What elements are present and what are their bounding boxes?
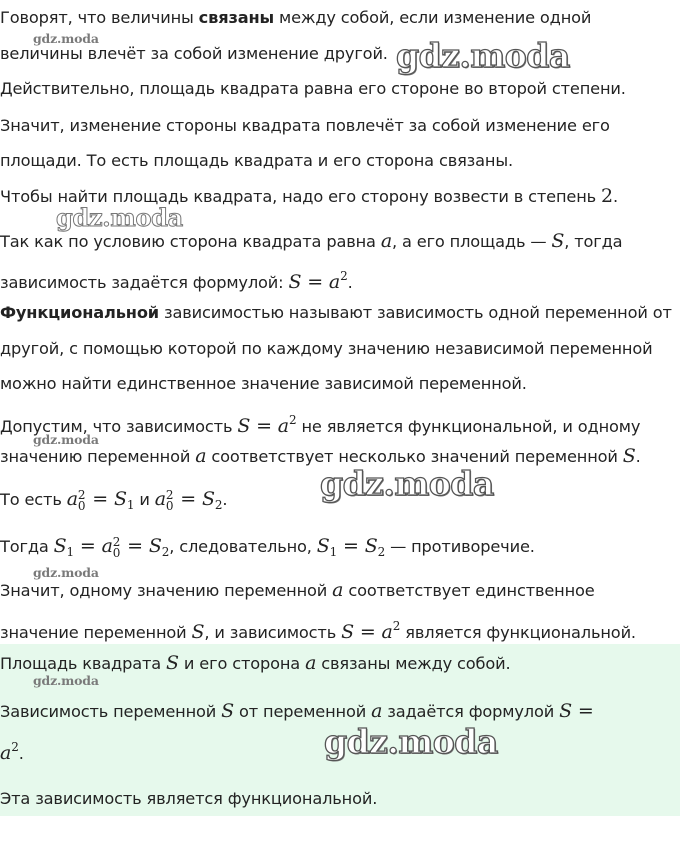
watermark-large-2: gdz.moda (320, 464, 494, 503)
paragraph-square-area: Действительно, площадь квадрата равна его стороне во второй степени. (0, 79, 626, 98)
answer-line-3: $a^2$. (0, 740, 24, 764)
paragraph-consequence-line-1: Значит, изменение стороны квадрата повлечёт за собой изменение его (0, 116, 610, 135)
sup-sub-1: 2 0 (77, 487, 86, 513)
paragraph-conclusion-line-2: значение переменной S, и зависимость $S = a^2$ является функциональной. (0, 619, 636, 643)
watermark-large-3: gdz.moda (324, 722, 498, 761)
paragraph-definition-line-2: величины влечёт за собой изменение другой. (0, 44, 388, 63)
formula-lhs: S (288, 271, 302, 293)
watermark-medium-1: gdz.moda (56, 203, 183, 232)
formula-rhs: a (328, 271, 341, 293)
var-s: S (551, 230, 565, 252)
paragraph-functional-def-line-2: другой, с помощью которой по каждому значению независимой переменной (0, 339, 653, 358)
watermark-small-3: gdz.moda (33, 565, 99, 580)
paragraph-consequence-line-2: площади. То есть площадь квадрата и его сторона связаны. (0, 151, 513, 170)
paragraph-functional-def-line-1: Функциональной зависимостью называют зависимость одной переменной от (0, 303, 672, 322)
term-functional: Функциональной (0, 303, 159, 322)
watermark-small-2: gdz.moda (33, 432, 99, 447)
paragraph-contradiction: Тогда $S_1 = a$ 2 0 = $S_2$, следовательно, $S_1 = S_2$ — противоречие. (0, 534, 535, 560)
term-svyazany: связаны (198, 8, 275, 27)
answer-line-1: Площадь квадрата S и его сторона a связаны между собой. (0, 652, 511, 674)
paragraph-definition-line-1: Говорят, что величины связаны между собой, если изменение одной (0, 8, 592, 27)
paragraph-condition-line-1: Так как по условию сторона квадрата равна a, а его площадь — S, тогда (0, 230, 623, 252)
answer-line-2: Зависимость переменной S от переменной a задаётся формулой S = (0, 700, 594, 722)
paragraph-power: Чтобы найти площадь квадрата, надо его сторону возвести в степень 2. (0, 185, 618, 207)
watermark-small-1: gdz.moda (33, 31, 99, 46)
paragraph-assume-line-2: значению переменной a соответствует несколько значений переменной S. (0, 445, 641, 467)
paragraph-assume-line-1: Допустим, что зависимость $S = a^2$ не является функциональной, и одному (0, 413, 641, 437)
exponent-value: 2 (601, 185, 613, 207)
watermark-large-1: gdz.moda (396, 36, 570, 75)
answer-line-4: Эта зависимость является функциональной. (0, 789, 378, 808)
paragraph-condition-line-2: зависимость задаётся формулой: $S = a^2$. (0, 269, 353, 293)
sup-sub-2: 2 0 (165, 487, 174, 513)
var-a: a (380, 230, 392, 252)
paragraph-conclusion-line-1: Значит, одному значению переменной a соответствует единственное (0, 579, 595, 601)
paragraph-functional-def-line-3: можно найти единственное значение зависимой переменной. (0, 374, 527, 393)
watermark-small-4: gdz.moda (33, 673, 99, 688)
paragraph-that-is: То есть a 2 0 = $S_1$ и a 2 0 = $S_2$. (0, 487, 228, 513)
